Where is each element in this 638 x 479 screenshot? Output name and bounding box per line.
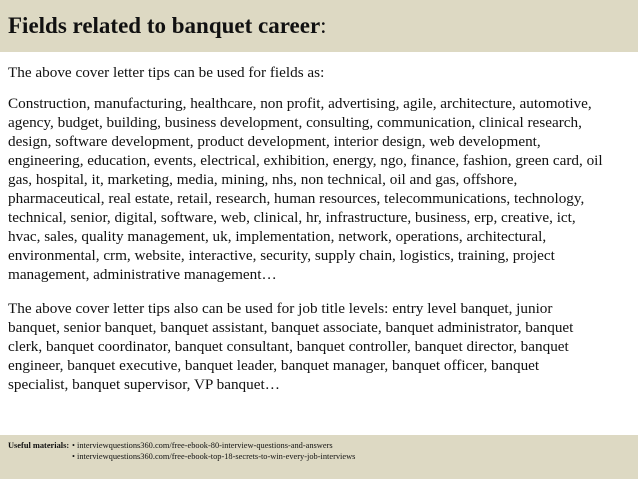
- levels-line: specialist, banquet supervisor, VP banquet…: [8, 376, 280, 393]
- fields-line: agency, budget, building, business development, consulting, communication, clinical research,: [8, 114, 582, 131]
- intro-text: The above cover letter tips can be used for fields as:: [8, 64, 325, 81]
- useful-materials-label-text: Useful materials: [8, 441, 67, 450]
- title-banner: [0, 0, 638, 52]
- fields-line: management, administrative management…: [8, 266, 277, 283]
- fields-line: pharmaceutical, real estate, retail, research, human resources, telecommunications, technology,: [8, 190, 585, 207]
- footer-row: [8, 451, 638, 462]
- levels-line: engineer, banquet executive, banquet leader, banquet manager, banquet officer, banquet: [8, 357, 540, 374]
- fields-line: gas, hospital, it, marketing, media, mining, nhs, non technical, oil and gas, offshore,: [8, 171, 518, 188]
- fields-line: engineering, education, events, electrical, exhibition, energy, ngo, finance, fashion, green card, oil: [8, 152, 603, 169]
- page-title: [8, 13, 638, 39]
- fields-line: hvac, sales, quality management, uk, implementation, network, operations, architectural,: [8, 228, 547, 245]
- footer-bar: [0, 435, 638, 479]
- levels-line: banquet, senior banquet, banquet assistant, banquet associate, banquet administrator, banquet: [8, 319, 574, 336]
- footer-link[interactable]: • interviewquestions360.com/free-ebook-80-interview-questions-and-answers: [72, 441, 333, 450]
- levels-line: clerk, banquet coordinator, banquet consultant, banquet controller, banquet director, banquet: [8, 338, 569, 355]
- useful-materials-label: [8, 440, 72, 451]
- fields-paragraph: [8, 94, 632, 284]
- page-title-colon: :: [320, 13, 327, 38]
- fields-line: design, software development, product development, interior design, web development,: [8, 133, 541, 150]
- fields-line: technical, senior, digital, software, web, clinical, hr, infrastructure, business, erp, creative, ict,: [8, 209, 576, 226]
- footer-link[interactable]: • interviewquestions360.com/free-ebook-top-18-secrets-to-win-every-job-interviews: [72, 452, 356, 461]
- levels-line: The above cover letter tips also can be used for job title levels: entry level banquet, junior: [8, 300, 553, 317]
- job-levels-paragraph: [8, 299, 632, 394]
- useful-materials-colon: :: [66, 441, 70, 450]
- page-title-text: Fields related to banquet career: [8, 13, 321, 38]
- footer-row: [8, 440, 638, 451]
- fields-line: Construction, manufacturing, healthcare, non profit, advertising, agile, architecture, automotive,: [8, 95, 592, 112]
- fields-line: environmental, crm, website, interactive, security, supply chain, logistics, training, project: [8, 247, 555, 264]
